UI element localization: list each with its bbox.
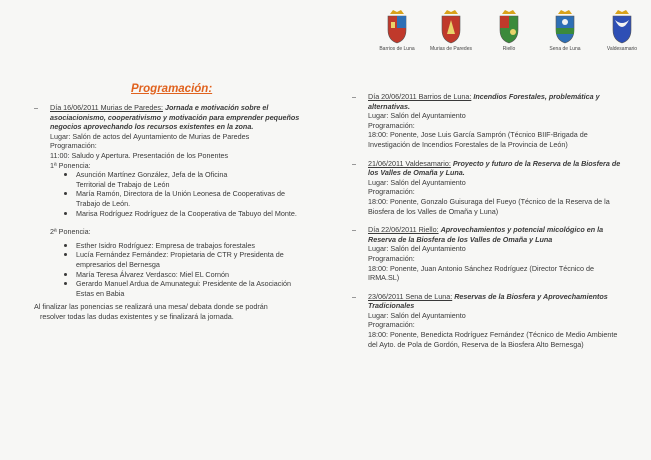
dash-bullet: – bbox=[352, 158, 356, 168]
closing-text-2: resolver todas las dudas existentes y se finalizará la jornada. bbox=[40, 311, 234, 321]
event-date: Día 22/06/2011 Riello: bbox=[368, 225, 439, 235]
ponencia-1-heading: 1ª Ponencia: bbox=[50, 160, 91, 170]
dash-bullet: – bbox=[352, 92, 356, 101]
event-20-06 bbox=[352, 92, 622, 150]
event-date: Día 20/06/2011 Barrios de Luna: bbox=[368, 92, 472, 101]
crest-valdesamario bbox=[597, 8, 647, 52]
dash-bullet: – bbox=[34, 103, 38, 112]
event-heading: Aprovechamientos y potencial micológico en la Reserva de la Biosfera de los Valles de Omaña y Luna bbox=[368, 225, 604, 244]
crest-caption: Murias de Paredes bbox=[430, 46, 472, 52]
event-detail: 18:00: Ponente, Jose Luis García Samprón (Técnico BIIF-Brigada de Investigación de Incendios Forestales de la Provincia de León) bbox=[368, 130, 588, 149]
crest-riello bbox=[484, 8, 534, 52]
event-programacion: Programación: bbox=[50, 141, 97, 151]
crest-sena-de-luna bbox=[540, 8, 590, 52]
event-heading: Incendios Forestales, problemática y alternativas. bbox=[368, 92, 600, 111]
coat-of-arms-icon bbox=[553, 8, 577, 44]
event-detail: 18:00: Ponente, Benedicta Rodríguez Fernández (Técnico de Medio Ambiente del Ayto. de Pola de Gordón, Reserva de la Biosfera Alto Bernesga) bbox=[368, 330, 618, 349]
event-lugar: Lugar: Salón del Ayuntamiento bbox=[368, 111, 466, 121]
event-lugar: Lugar: Salón de actos del Ayuntamiento de Murias de Paredes bbox=[50, 131, 250, 141]
event-detail: 18:00: Ponente, Gonzalo Guisuraga del Fueyo (Técnico de la Reserva de la Biosfera de los Valles de Omaña y Luna) bbox=[368, 196, 610, 216]
event-lugar: Lugar: Salón del Ayuntamiento bbox=[368, 244, 466, 254]
coat-of-arms-icon bbox=[385, 8, 409, 44]
dash-bullet: – bbox=[352, 291, 356, 301]
event-date: 21/06/2011 Valdesamario: bbox=[368, 158, 451, 168]
speaker-item: María Teresa Álvarez Verdasco: Miel EL Cornón bbox=[50, 270, 324, 280]
event-23-06 bbox=[352, 292, 622, 350]
event-programacion: Programación: bbox=[368, 253, 415, 263]
crest-barrios-de-luna bbox=[372, 8, 422, 52]
ponencia-2-speakers bbox=[50, 241, 324, 299]
coat-of-arms-icon bbox=[497, 8, 521, 44]
event-header bbox=[368, 159, 622, 178]
event-programacion: Programación: bbox=[368, 120, 415, 130]
event-lugar: Lugar: Salón del Ayuntamiento bbox=[368, 177, 466, 187]
event-header bbox=[368, 92, 622, 111]
ponencia-1-speakers bbox=[50, 170, 324, 218]
event-heading: Proyecto y futuro de la Reserva de la Biosfera de los Valles de Omaña y Luna. bbox=[368, 158, 621, 178]
event-header bbox=[50, 103, 324, 132]
event-heading: Jornada e motivación sobre el asociacionismo, cooperativismo y motivación para emprender pequeños negocios aprovechando los recursos existentes en la zona. bbox=[50, 103, 300, 132]
event-header bbox=[368, 225, 622, 244]
ponencia-2-heading: 2ª Ponencia: bbox=[50, 227, 91, 237]
event-heading: Reservas de la Biosfera y Aprovechamientos Tradicionales bbox=[368, 291, 608, 311]
crest-caption: Sena de Luna bbox=[549, 46, 581, 52]
speaker-item: Gerardo Manuel Ardua de Amunategui: Presidente de la Asociación Estas en Babia bbox=[50, 279, 324, 298]
crest-caption: Valdesamario bbox=[606, 46, 638, 52]
event-lugar: Lugar: Salón del Ayuntamiento bbox=[368, 310, 466, 320]
crest-caption: Riello bbox=[502, 46, 516, 52]
programacion-title: Programación: bbox=[131, 83, 213, 95]
speaker-item: Lucía Fernández Fernández: Propietaria de CTR y Presidenta de empresarios del Bernesga bbox=[50, 250, 324, 269]
left-column bbox=[34, 103, 324, 321]
coat-of-arms-icon bbox=[439, 8, 463, 44]
speaker-item: Esther Isidro Rodríguez: Empresa de trabajos forestales bbox=[50, 241, 324, 251]
coat-of-arms-icon bbox=[610, 8, 634, 44]
event-22-06 bbox=[352, 225, 622, 283]
event-16-06 bbox=[34, 103, 324, 321]
event-header bbox=[368, 292, 622, 311]
event-time: 11:00: Saludo y Apertura. Presentación de los Ponentes bbox=[50, 150, 229, 160]
crest-murias-de-paredes bbox=[426, 8, 476, 52]
event-date: 23/06/2011 Sena de Luna: bbox=[368, 291, 453, 301]
municipality-crests bbox=[372, 8, 647, 64]
dash-bullet: – bbox=[352, 225, 356, 235]
event-programacion: Programación: bbox=[368, 320, 415, 330]
speaker-item: María Ramón, Directora de la Unión Leonesa de Cooperativas de Trabajo de León. bbox=[50, 189, 324, 208]
event-programacion: Programación: bbox=[368, 187, 415, 197]
crest-caption: Barrios de Luna bbox=[379, 46, 415, 52]
right-column bbox=[352, 92, 622, 349]
event-date: Día 16/06/2011 Murias de Paredes: bbox=[50, 103, 163, 112]
event-detail: 18:00: Ponente, Juan Antonio Sánchez Rodríguez (Director Técnico de IRMA.SL) bbox=[368, 263, 595, 283]
event-21-06 bbox=[352, 159, 622, 217]
speaker-item: Asunción Martínez González, Jefa de la Oficina Territorial de Trabajo de León bbox=[50, 170, 324, 189]
closing-text-1: Al finalizar las ponencias se realizará una mesa/ debata donde se podrán bbox=[34, 302, 268, 312]
speaker-item: Marisa Rodríguez Rodríguez de la Cooperativa de Tabuyo del Monte. bbox=[50, 209, 324, 219]
